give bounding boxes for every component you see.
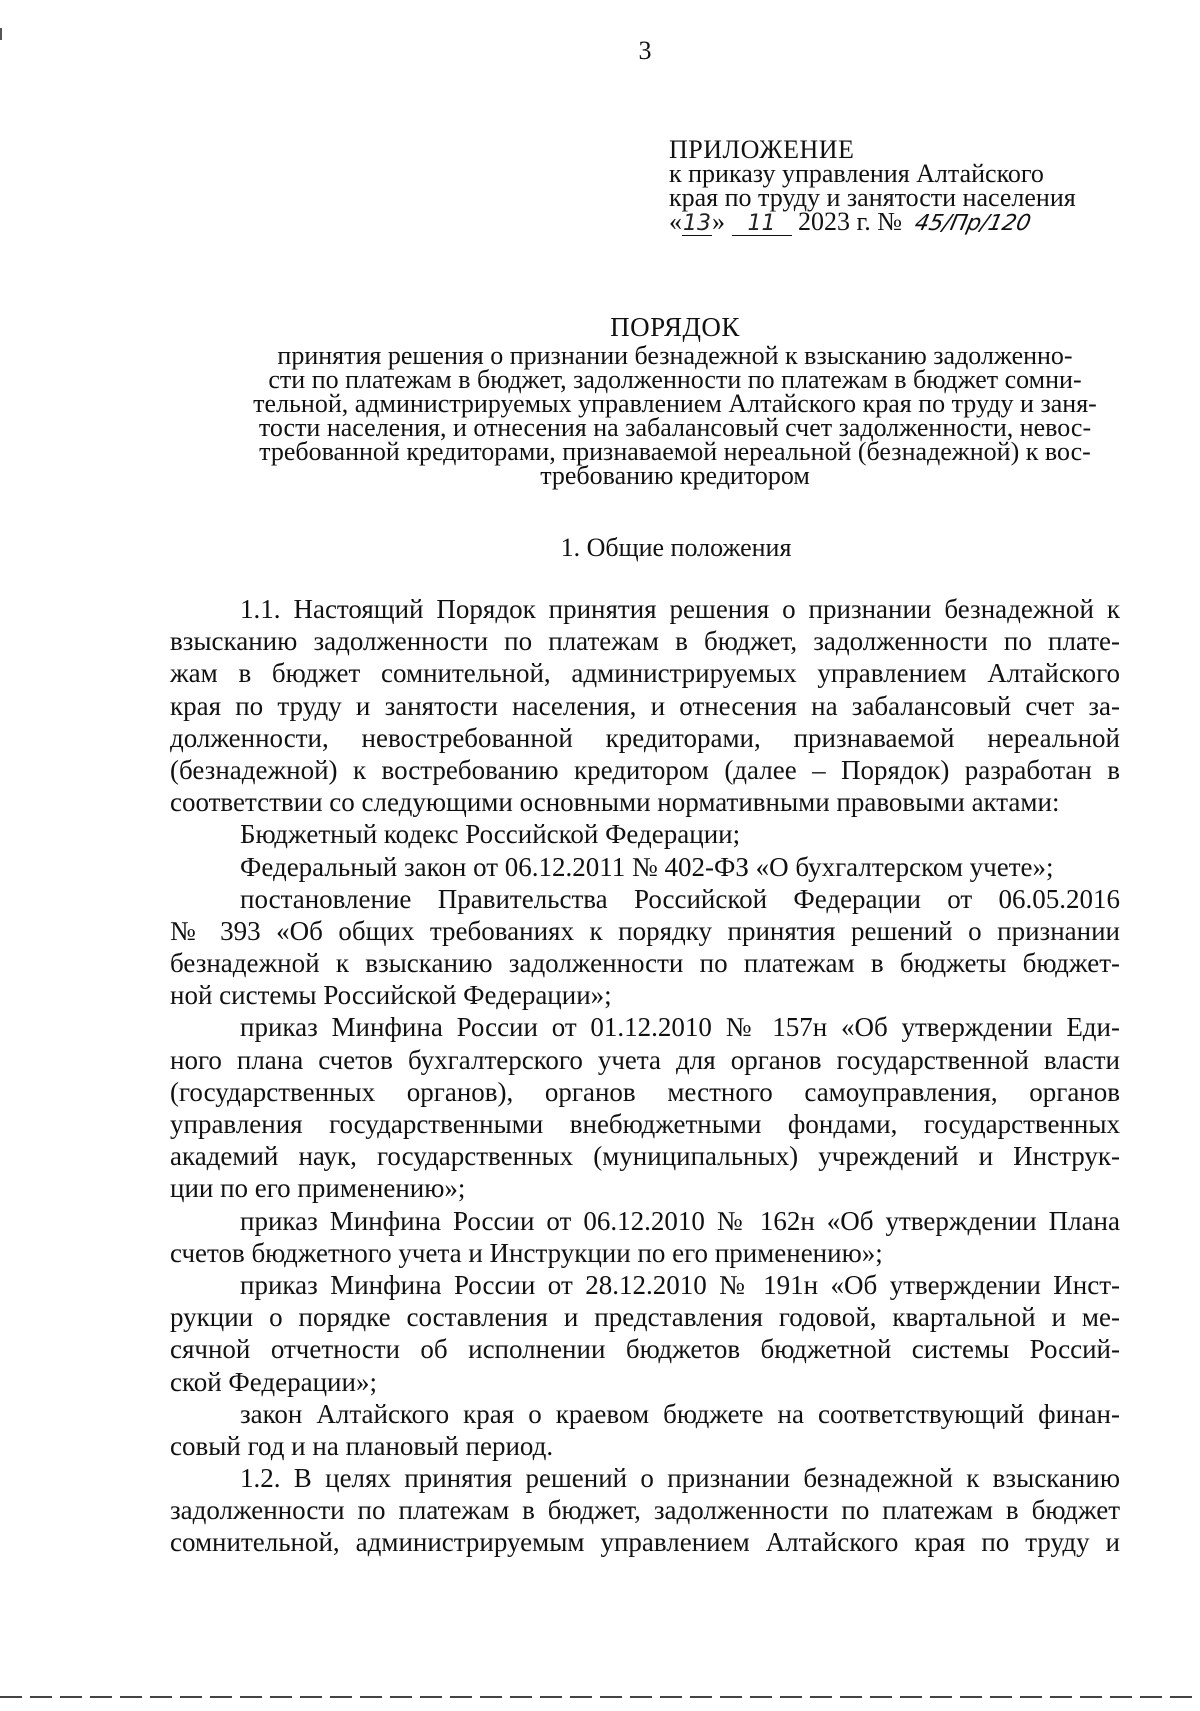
- body-line: Федеральный закон от 06.12.2011 № 402-ФЗ «О бухгалтерском учете»;: [240, 851, 1054, 882]
- body-line: ного плана счетов бухгалтерского учета для органов государственной власти: [170, 1044, 1120, 1075]
- subtitle-line: сти по платежам в бюджет, задолженности по платежам в бюджет сомни-: [268, 365, 1082, 394]
- body-line: академий наук, государственных (муниципальных) учреждений и Инструк-: [170, 1141, 1120, 1172]
- quote-close: »: [712, 207, 725, 236]
- body-line: соответствии со следующими основными нормативными правовыми актами:: [170, 787, 1060, 818]
- body-line: приказ Минфина России от 28.12.2010 № 191н «Об утверждении Инст-: [240, 1269, 1120, 1300]
- body-line: закон Алтайского края о краевом бюджете на соответствующий финан-: [240, 1398, 1120, 1429]
- body-line: сячной отчетности об исполнении бюджетов бюджетной системы Россий-: [170, 1334, 1120, 1365]
- body-line: совый год и на плановый период.: [170, 1430, 554, 1461]
- body-line: № 393 «Об общих требованиях к порядку принятия решений о признании: [170, 915, 1120, 946]
- scan-bottom-edge: [0, 1696, 1200, 1698]
- body-line: сомнительной, администрируемым управлением Алтайского края по труду и: [170, 1527, 1120, 1558]
- body-line: безнадежной к взысканию задолженности по платежам в бюджеты бюджет-: [170, 948, 1120, 979]
- subtitle-line: тельной, администрируемых управлением Алтайского края по труду и заня-: [253, 389, 1097, 418]
- body-line: (государственных органов), органов местного самоуправления, органов: [170, 1076, 1120, 1107]
- document-subtitle: [185, 341, 1165, 490]
- document-body: [170, 593, 1120, 1559]
- order-day: 13: [683, 211, 711, 236]
- subtitle-line: требованной кредиторами, признаваемой нереальной (безнадежной) к вос-: [259, 437, 1091, 466]
- subtitle-line: тости населения, и отнесения на забалансовый счет задолженности, невос-: [258, 413, 1092, 442]
- body-line: Бюджетный кодекс Российской Федерации;: [240, 819, 741, 850]
- quote-open: «: [669, 207, 682, 236]
- body-line: взысканию задолженности по платежам в бюджет, задолженности по плате-: [170, 626, 1120, 657]
- body-line: долженности, невостребованной кредиторами, признаваемой нереальной: [170, 722, 1120, 753]
- body-line: постановление Правительства Российской Федерации от 06.05.2016: [240, 883, 1120, 914]
- body-line: приказ Минфина России от 06.12.2010 № 162н «Об утверждении Плана: [240, 1205, 1120, 1236]
- order-month: 11: [732, 213, 792, 236]
- body-line: жам в бюджет сомнительной, администрируемых управлением Алтайского: [170, 658, 1120, 689]
- order-number: 45/Пр/120: [911, 211, 1033, 236]
- appendix-block: [669, 135, 1076, 236]
- order-date-number: [669, 207, 1076, 236]
- body-line: ции по его применению»;: [170, 1173, 466, 1204]
- body-line: управления государственными внебюджетными фондами, государственных: [170, 1109, 1120, 1139]
- body-line: счетов бюджетного учета и Инструкции по его применению»;: [170, 1237, 883, 1268]
- page-number: 3: [638, 36, 652, 65]
- document-title: ПОРЯДОК: [610, 312, 740, 342]
- body-line: (безнадежной) к востребованию кредитором (далее – Порядок) разработан в: [170, 754, 1120, 785]
- body-line: ной системы Российской Федерации»;: [170, 980, 612, 1011]
- body-line: ской Федерации»;: [170, 1366, 377, 1397]
- appendix-line-1: к приказу управления Алтайского: [669, 159, 1044, 188]
- body-line: приказ Минфина России от 01.12.2010 № 157н «Об утверждении Еди-: [240, 1012, 1120, 1043]
- body-line: края по труду и занятости населения, и отнесения на забалансовый счет за-: [170, 690, 1120, 721]
- section-heading: 1. Общие положения: [560, 533, 792, 562]
- body-line: 1.2. В целях принятия решений о признании безнадежной к взысканию: [240, 1463, 1120, 1494]
- body-line: рукции о порядке составления и представления годовой, квартальной и ме-: [170, 1302, 1120, 1333]
- subtitle-line: требованию кредитором: [540, 461, 810, 490]
- appendix-line-2: края по труду и занятости населения: [669, 183, 1076, 212]
- appendix-title: ПРИЛОЖЕНИЕ: [669, 135, 855, 164]
- order-year-label: 2023 г. №: [798, 207, 903, 236]
- body-line: 1.1. Настоящий Порядок принятия решения о признании безнадежной к: [240, 594, 1120, 624]
- body-line: задолженности по платежам в бюджет, задолженности по платежам в бюджет: [170, 1495, 1120, 1526]
- subtitle-line: принятия решения о признании безнадежной к взысканию задолженно-: [277, 341, 1073, 370]
